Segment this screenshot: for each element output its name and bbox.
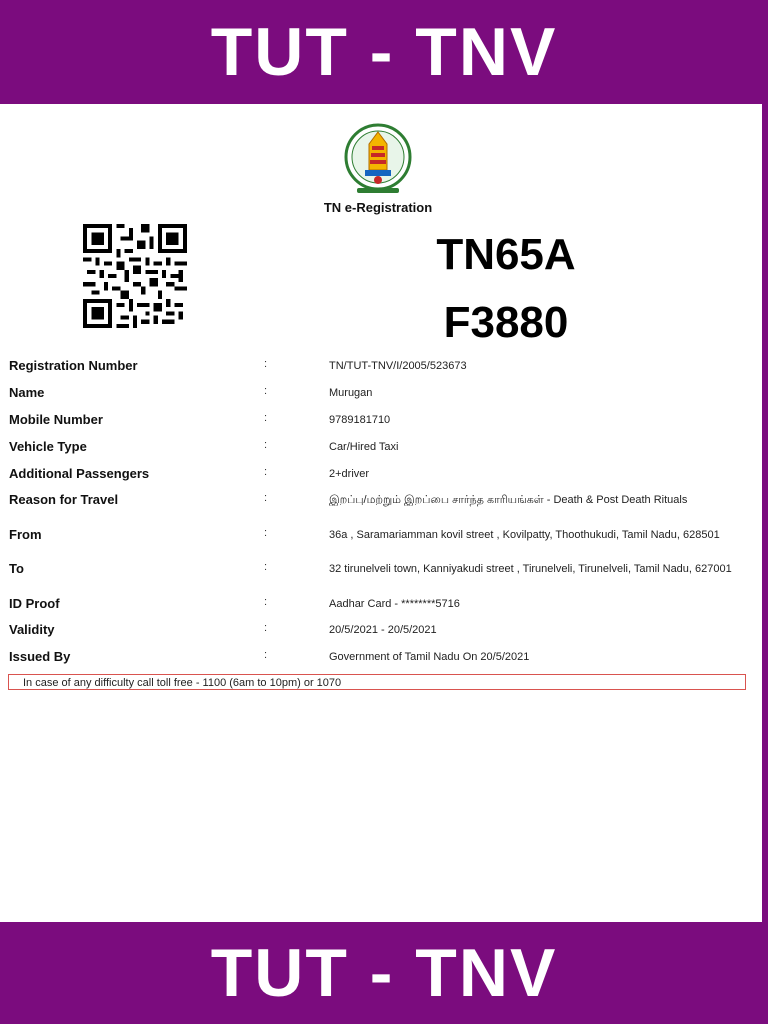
- detail-label: Reason for Travel: [9, 492, 119, 507]
- detail-colon: :: [264, 466, 268, 478]
- detail-colon: :: [264, 492, 268, 504]
- detail-label: Vehicle Type: [9, 439, 87, 454]
- detail-colon: :: [264, 412, 268, 424]
- detail-value: TN/TUT-TNV/I/2005/523673: [329, 360, 467, 372]
- bottom-banner-text: TUT - TNV: [210, 935, 558, 1011]
- detail-colon: :: [264, 358, 268, 370]
- detail-label: From: [9, 527, 42, 542]
- detail-value: 2+driver: [329, 468, 370, 480]
- bottom-banner: [0, 922, 768, 1024]
- detail-colon: :: [264, 622, 268, 634]
- top-banner-text: TUT - TNV: [210, 14, 558, 90]
- detail-value: 36a , Saramariamman kovil street , Kovilpatty, Thoothukudi, Tamil Nadu, 628501: [329, 529, 720, 541]
- detail-label: Name: [9, 385, 45, 400]
- helpline-notice: In case of any difficulty call toll free - 1100 (6am to 10pm) or 1070: [8, 674, 746, 690]
- detail-colon: :: [264, 561, 268, 573]
- detail-colon: :: [264, 439, 268, 451]
- detail-colon: :: [264, 527, 268, 539]
- document-title: TN e-Registration: [323, 200, 433, 215]
- detail-value: 9789181710: [329, 414, 391, 426]
- detail-label: Issued By: [9, 649, 71, 664]
- detail-label: To: [9, 561, 24, 576]
- detail-label: Registration Number: [9, 358, 138, 373]
- detail-value: Car/Hired Taxi: [329, 441, 399, 453]
- vehicle-plate-line1: TN65A: [436, 230, 576, 279]
- top-banner: [0, 0, 768, 104]
- tamil-nadu-emblem-icon: [343, 122, 413, 196]
- detail-colon: :: [264, 649, 268, 661]
- qr-code-icon: [80, 224, 190, 328]
- e-registration-sheet: [0, 104, 762, 922]
- detail-label: Additional Passengers: [9, 466, 150, 481]
- detail-value: இறப்பு/மற்றும் இறப்பை சார்ந்த காரியங்கள் - Death & Post Death Rituals: [329, 494, 688, 506]
- detail-label: Mobile Number: [9, 412, 103, 427]
- detail-colon: :: [264, 385, 268, 397]
- detail-value: 32 tirunelveli town, Kanniyakudi street , Tirunelveli, Tirunelveli, Tamil Nadu, 627001: [329, 563, 732, 575]
- detail-value: Aadhar Card - ********5716: [329, 598, 460, 610]
- detail-value: 20/5/2021 - 20/5/2021: [329, 624, 437, 636]
- detail-label: Validity: [9, 622, 55, 637]
- detail-value: Murugan: [329, 387, 373, 399]
- detail-label: ID Proof: [9, 596, 60, 611]
- detail-value: Government of Tamil Nadu On 20/5/2021: [329, 651, 530, 663]
- detail-colon: :: [264, 596, 268, 608]
- vehicle-plate-line2: F3880: [443, 298, 569, 347]
